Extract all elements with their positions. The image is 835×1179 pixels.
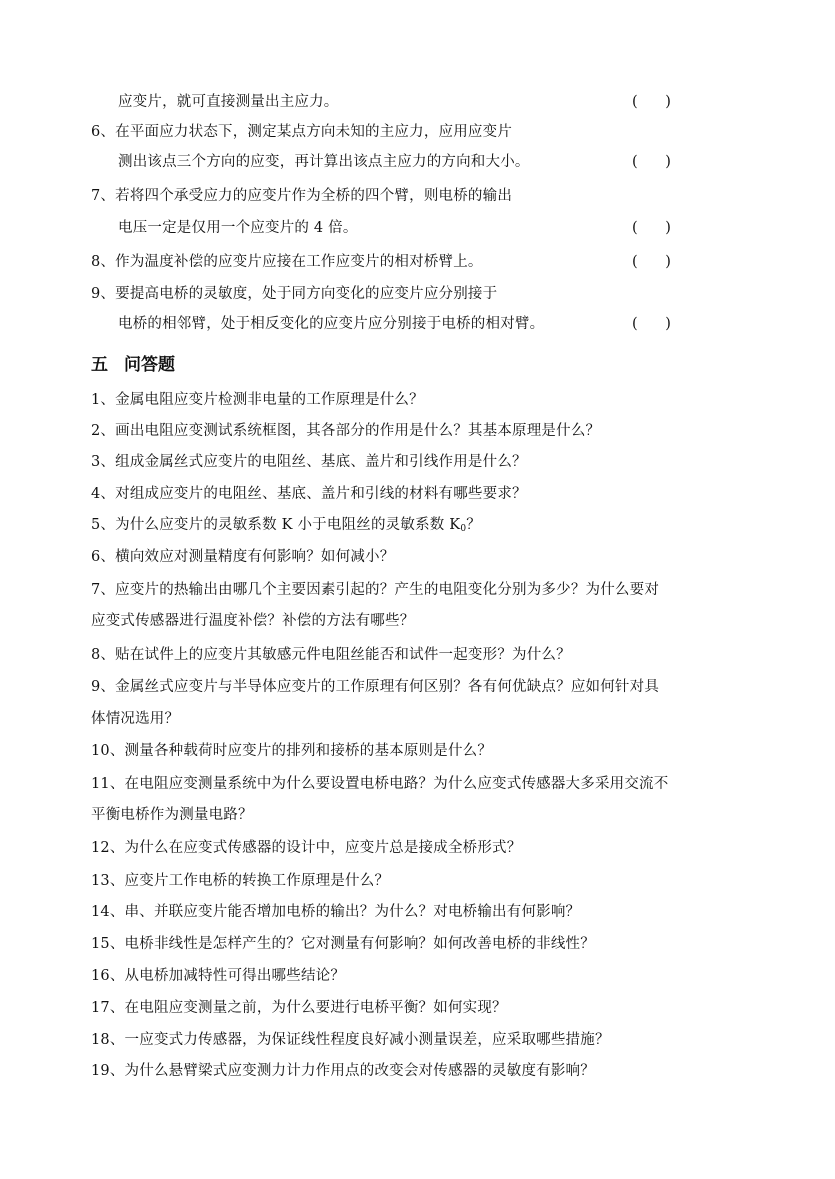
tf-line: 应变片，就可直接测量出主应力。 <box>118 94 339 110</box>
question-item: 6、横向效应对测量精度有何影响？如何减小？ <box>91 549 395 565</box>
question-item: 13、应变片工作电桥的转换工作原理是什么？ <box>91 873 390 889</box>
question-item: 7、应变片的热输出由哪几个主要因素引起的？产生的电阻变化分别为多少？为什么要对 <box>91 582 660 598</box>
tf-line: 6、在平面应力状态下，测定某点方向未知的主应力，应用应变片 <box>91 124 513 140</box>
question-item: 10、测量各种载荷时应变片的排列和接桥的基本原则是什么？ <box>91 743 493 759</box>
answer-blank: ( ) <box>632 94 671 110</box>
tf-line: 9、要提高电桥的灵敏度，处于同方向变化的应变片应分别接于 <box>91 286 498 302</box>
question-item: 19、为什么悬臂梁式应变测力计力作用点的改变会对传感器的灵敏度有影响？ <box>91 1063 595 1079</box>
question-item: 14、串、并联应变片能否增加电桥的输出？为什么？对电桥输出有何影响？ <box>91 904 581 920</box>
answer-blank: ( ) <box>632 316 671 332</box>
question-item-continued: 体情况选用？ <box>91 711 180 727</box>
question-item: 16、从电桥加减特性可得出哪些结论？ <box>91 968 346 984</box>
answer-blank: ( ) <box>632 220 671 236</box>
subscript: 0 <box>460 524 467 534</box>
tf-line: 电压一定是仅用一个应变片的 4 倍。 <box>118 220 358 236</box>
section-number: 五 <box>91 355 108 375</box>
question-item: 18、一应变式力传感器，为保证线性程度良好减小测量误差，应采取哪些措施？ <box>91 1032 610 1048</box>
question-item: 12、为什么在应变式传感器的设计中，应变片总是接成全桥形式？ <box>91 840 522 856</box>
question-item: 15、电桥非线性是怎样产生的？它对测量有何影响？如何改善电桥的非线性？ <box>91 936 595 952</box>
section-title: 问答题 <box>124 355 175 375</box>
answer-blank: ( ) <box>632 154 671 170</box>
question-item-continued: 应变式传感器进行温度补偿？补偿的方法有哪些？ <box>91 613 415 629</box>
question-text: ？ <box>466 517 481 533</box>
question-item: 3、组成金属丝式应变片的电阻丝、基底、盖片和引线作用是什么？ <box>91 454 527 470</box>
answer-blank: ( ) <box>632 254 671 270</box>
question-item: 11、在电阻应变测量系统中为什么要设置电桥电路？为什么应变式传感器大多采用交流不 <box>91 776 669 792</box>
question-item: 8、贴在试件上的应变片其敏感元件电阻丝能否和试件一起变形？为什么？ <box>91 647 571 663</box>
question-item: 2、画出电阻应变测试系统框图，其各部分的作用是什么？其基本原理是什么？ <box>91 423 601 439</box>
question-item: 1、金属电阻应变片检测非电量的工作原理是什么？ <box>91 392 424 408</box>
tf-line: 测出该点三个方向的应变，再计算出该点主应力的方向和大小。 <box>118 154 530 170</box>
question-item: 9、金属丝式应变片与半导体应变片的工作原理有何区别？各有何优缺点？应如何针对具 <box>91 679 660 695</box>
tf-line: 8、作为温度补偿的应变片应接在工作应变片的相对桥臂上。 <box>91 254 483 270</box>
question-item: 4、对组成应变片的电阻丝、基底、盖片和引线的材料有哪些要求？ <box>91 486 527 502</box>
question-text: 5、为什么应变片的灵敏系数 K 小于电阻丝的灵敏系数 K <box>91 517 461 533</box>
tf-line: 电桥的相邻臂，处于相反变化的应变片应分别接于电桥的相对臂。 <box>118 316 545 332</box>
question-item: 17、在电阻应变测量之前，为什么要进行电桥平衡？如何实现？ <box>91 1000 507 1016</box>
question-item-continued: 平衡电桥作为测量电路？ <box>91 807 253 823</box>
section-heading <box>91 354 175 376</box>
question-item <box>91 515 481 539</box>
tf-line: 7、若将四个承受应力的应变片作为全桥的四个臂，则电桥的输出 <box>91 188 513 204</box>
